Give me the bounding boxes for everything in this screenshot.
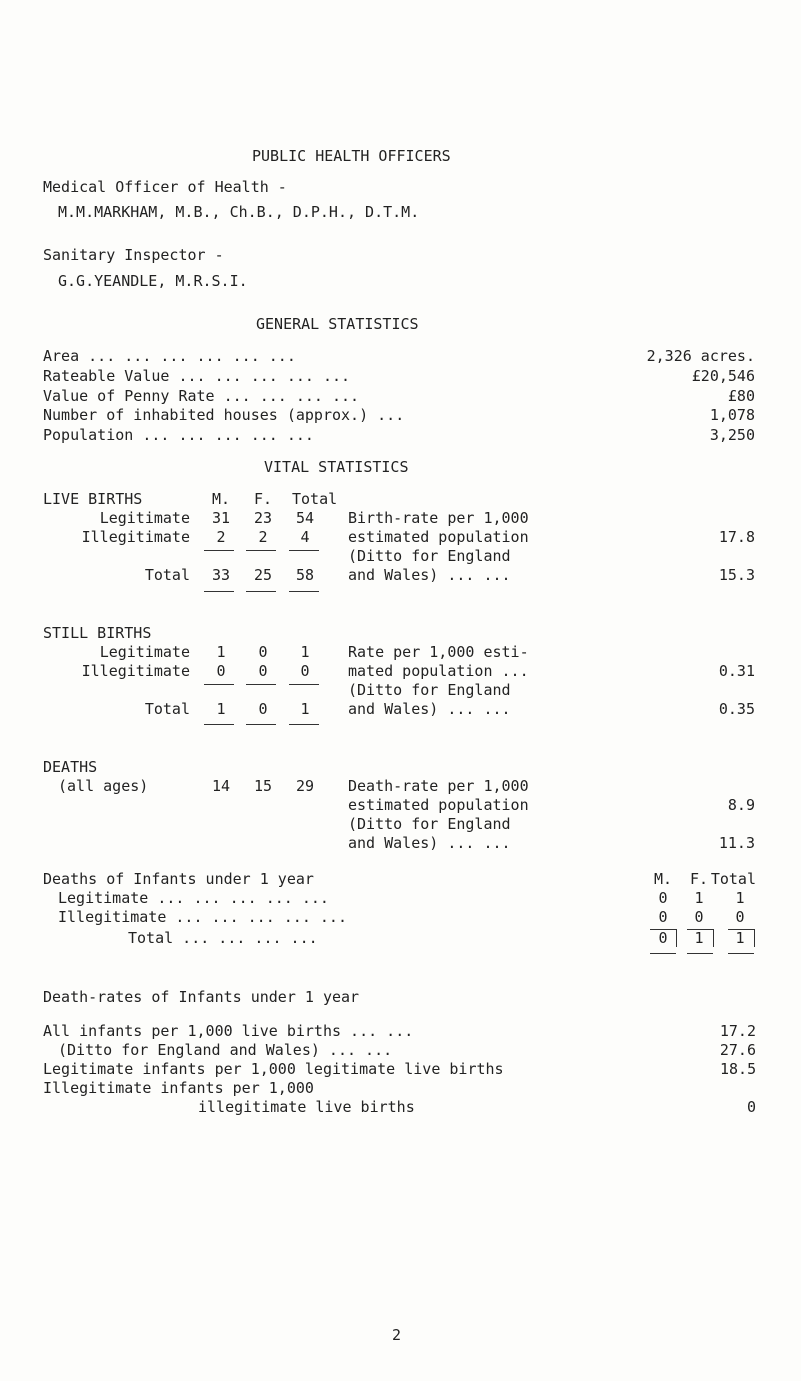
cell-total: 0 bbox=[300, 662, 310, 680]
rate-value: 0.31 bbox=[718, 662, 755, 680]
subtotal-rule bbox=[289, 684, 319, 685]
sanitary-inspector-label: Sanitary Inspector - bbox=[43, 246, 224, 264]
rate-value-england: 0.35 bbox=[718, 700, 755, 718]
general-row-label: Number of inhabited houses (approx.) ... bbox=[43, 406, 405, 424]
cell-total: 54 bbox=[295, 509, 315, 527]
rate-note-line: estimated population bbox=[348, 796, 529, 814]
rate-note-line: mated population ... bbox=[348, 662, 529, 680]
general-row-value: 3,250 bbox=[709, 426, 755, 444]
cell-f: 25 bbox=[253, 566, 273, 584]
cell-f: 0 bbox=[258, 662, 268, 680]
general-row-value: 2,326 acres. bbox=[646, 347, 755, 365]
rate-note-line: (Ditto for England bbox=[348, 547, 511, 565]
column-header-m: M. bbox=[653, 870, 673, 888]
medical-officer-name: M.M.MARKHAM, M.B., Ch.B., D.P.H., D.T.M. bbox=[58, 203, 420, 221]
cell-m: 14 bbox=[211, 777, 231, 795]
cell-m: 2 bbox=[216, 528, 226, 546]
subtotal-rule bbox=[246, 550, 276, 551]
rate-note-line: Rate per 1,000 esti- bbox=[348, 643, 529, 661]
total-rule bbox=[687, 953, 713, 954]
cell-m: 33 bbox=[211, 566, 231, 584]
infant-death-rates-title: Death-rates of Infants under 1 year bbox=[43, 988, 360, 1006]
rate-note-line: (Ditto for England bbox=[348, 681, 511, 699]
rate-line-value: 18.5 bbox=[720, 1060, 757, 1078]
column-header-m: M. bbox=[211, 490, 231, 508]
column-header-total: Total bbox=[710, 870, 756, 888]
rate-value-england: 11.3 bbox=[718, 834, 755, 852]
rate-value-england: 15.3 bbox=[718, 566, 755, 584]
rate-line-label: illegitimate live births bbox=[198, 1098, 415, 1116]
rate-line-label: Legitimate infants per 1,000 legitimate live births bbox=[43, 1060, 504, 1078]
subtotal-rule bbox=[246, 684, 276, 685]
page-heading: PUBLIC HEALTH OFFICERS bbox=[252, 147, 451, 165]
general-row-label: Value of Penny Rate ... ... ... ... bbox=[43, 387, 360, 405]
total-rule bbox=[289, 724, 319, 725]
general-row-label: Rateable Value ... ... ... ... ... bbox=[43, 367, 351, 385]
cell-total: 1 bbox=[300, 700, 310, 718]
cell-m: 1 bbox=[216, 643, 226, 661]
rate-value: 17.8 bbox=[718, 528, 755, 546]
row-label: Legitimate bbox=[99, 643, 190, 661]
rate-line-label: (Ditto for England and Wales) ... ... bbox=[58, 1041, 393, 1059]
row-label: (all ages) bbox=[58, 777, 149, 795]
cell-total: 58 bbox=[295, 566, 315, 584]
cell-m: 1 bbox=[216, 700, 226, 718]
cell-total: 1 bbox=[735, 889, 745, 907]
cell-total: 0 bbox=[735, 908, 745, 926]
cell-total: 29 bbox=[295, 777, 315, 795]
general-row-value: 1,078 bbox=[709, 406, 755, 424]
row-label: Illegitimate bbox=[81, 662, 190, 680]
total-rule bbox=[204, 591, 234, 592]
subtotal-rule bbox=[204, 550, 234, 551]
still-births-title: STILL BIRTHS bbox=[43, 624, 152, 642]
cell-f: 0 bbox=[258, 700, 268, 718]
infant-deaths-title: Deaths of Infants under 1 year bbox=[43, 870, 314, 888]
rate-note-line: Death-rate per 1,000 bbox=[348, 777, 529, 795]
rate-line-label: Illegitimate infants per 1,000 bbox=[43, 1079, 314, 1097]
vital-statistics-title: VITAL STATISTICS bbox=[264, 458, 409, 476]
row-label: Legitimate bbox=[99, 509, 190, 527]
rate-value: 8.9 bbox=[727, 796, 755, 814]
cell-m: 0 bbox=[216, 662, 226, 680]
sanitary-inspector-name: G.G.YEANDLE, M.R.S.I. bbox=[58, 272, 248, 290]
rate-note-line: and Wales) ... ... bbox=[348, 700, 511, 718]
row-label: Legitimate ... ... ... ... ... bbox=[58, 889, 329, 907]
cell-f: 0 bbox=[258, 643, 268, 661]
general-row-label: Population ... ... ... ... ... bbox=[43, 426, 314, 444]
subtotal-rule bbox=[204, 684, 234, 685]
total-rule bbox=[246, 591, 276, 592]
cell-m: 0 bbox=[658, 908, 668, 926]
cell-f: 1 bbox=[694, 929, 704, 947]
deaths-title: DEATHS bbox=[43, 758, 98, 776]
rate-note-line: and Wales) ... ... bbox=[348, 566, 511, 584]
subtotal-rule bbox=[289, 550, 319, 551]
column-header-total: Total bbox=[292, 490, 338, 508]
cell-m: 0 bbox=[658, 889, 668, 907]
row-label: Illegitimate bbox=[81, 528, 190, 546]
total-label: Total ... ... ... ... bbox=[128, 929, 318, 947]
cell-total: 1 bbox=[735, 929, 745, 947]
row-label: Illegitimate ... ... ... ... ... bbox=[58, 908, 347, 926]
general-statistics-title: GENERAL STATISTICS bbox=[256, 315, 419, 333]
rate-note-line: (Ditto for England bbox=[348, 815, 511, 833]
cell-m: 31 bbox=[211, 509, 231, 527]
rate-note-line: Birth-rate per 1,000 bbox=[348, 509, 529, 527]
cell-f: 15 bbox=[253, 777, 273, 795]
total-rule bbox=[650, 953, 676, 954]
rate-note-line: and Wales) ... ... bbox=[348, 834, 511, 852]
total-rule bbox=[246, 724, 276, 725]
live-births-title: LIVE BIRTHS bbox=[43, 490, 143, 508]
cell-m: 0 bbox=[658, 929, 668, 947]
cell-total: 4 bbox=[300, 528, 310, 546]
total-rule bbox=[289, 591, 319, 592]
general-row-value: £20,546 bbox=[691, 367, 755, 385]
total-rule bbox=[728, 953, 754, 954]
cell-f: 2 bbox=[258, 528, 268, 546]
column-header-f: F. bbox=[253, 490, 273, 508]
general-row-label: Area ... ... ... ... ... ... bbox=[43, 347, 296, 365]
column-header-f: F. bbox=[689, 870, 709, 888]
rate-line-value: 0 bbox=[746, 1098, 756, 1116]
cell-f: 1 bbox=[694, 889, 704, 907]
rate-note-line: estimated population bbox=[348, 528, 529, 546]
cell-f: 0 bbox=[694, 908, 704, 926]
general-row-value: £80 bbox=[727, 387, 755, 405]
row-label-total: Total bbox=[144, 700, 190, 718]
total-rule bbox=[204, 724, 234, 725]
rate-line-value: 27.6 bbox=[719, 1041, 756, 1059]
page-number: 2 bbox=[392, 1326, 402, 1344]
cell-total: 1 bbox=[300, 643, 310, 661]
row-label-total: Total bbox=[144, 566, 190, 584]
rate-line-label: All infants per 1,000 live births ... ... bbox=[43, 1022, 414, 1040]
cell-f: 23 bbox=[253, 509, 273, 527]
medical-officer-label: Medical Officer of Health - bbox=[43, 178, 287, 196]
rate-line-value: 17.2 bbox=[719, 1022, 756, 1040]
